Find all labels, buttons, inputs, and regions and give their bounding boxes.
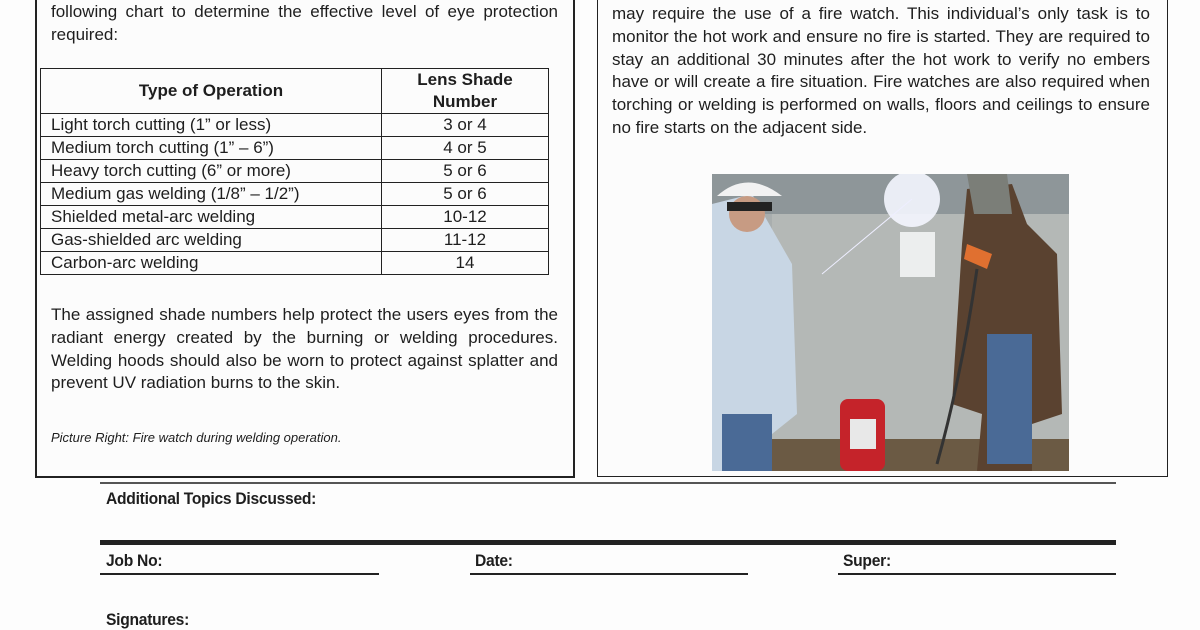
- shade-number-cell: 5 or 6: [382, 183, 549, 206]
- fire-watch-paragraph: may require the use of a fire watch. This individual’s only task is to monitor the hot work and ensure no fire is started. They are required to stay an additional 30 minutes after the hot work to verify no embers have or will create a fire situation. Fire watches are also required when torching or welding is performed on walls, floors and ceilings to ensure no fire starts on the adjacent side.: [612, 4, 1150, 137]
- operation-cell: Heavy torch cutting (6” or more): [41, 160, 382, 183]
- shade-number-cell: 10-12: [382, 206, 549, 229]
- additional-topics-label: Additional Topics Discussed:: [106, 489, 317, 508]
- photo-caption: Picture Right: Fire watch during welding operation.: [51, 430, 342, 445]
- table-row: [41, 183, 549, 206]
- job-no-line[interactable]: [100, 573, 379, 575]
- super-line[interactable]: [838, 573, 1116, 575]
- super-label: Super:: [843, 551, 891, 570]
- job-no-label: Job No:: [106, 551, 163, 570]
- table-row: [41, 114, 549, 137]
- table-row: [41, 252, 549, 275]
- shade-number-cell: 5 or 6: [382, 160, 549, 183]
- shade-number-cell: 3 or 4: [382, 114, 549, 137]
- operation-cell: Light torch cutting (1” or less): [41, 114, 382, 137]
- divider-top: [100, 482, 1116, 484]
- date-line[interactable]: [470, 573, 748, 575]
- date-label: Date:: [475, 551, 513, 570]
- table-row: [41, 160, 549, 183]
- shade-number-cell: 11-12: [382, 229, 549, 252]
- table-row: [41, 206, 549, 229]
- intro-paragraph: following chart to determine the effective level of eye protection required:: [51, 2, 558, 44]
- fire-watch-photo: [712, 174, 1069, 471]
- header-lens-shade-number: Lens Shade Number: [382, 69, 549, 114]
- table-row: [41, 137, 549, 160]
- operation-cell: Gas-shielded arc welding: [41, 229, 382, 252]
- shade-number-cell: 14: [382, 252, 549, 275]
- table-row: [41, 229, 549, 252]
- operation-cell: Carbon-arc welding: [41, 252, 382, 275]
- divider-thick: [100, 540, 1116, 545]
- operation-cell: Shielded metal-arc welding: [41, 206, 382, 229]
- lens-shade-table: [40, 68, 549, 275]
- operation-cell: Medium torch cutting (1” – 6”): [41, 137, 382, 160]
- signatures-label: Signatures:: [106, 610, 190, 629]
- shade-paragraph: The assigned shade numbers help protect the users eyes from the radiant energy created by the burning or welding procedures. Welding hoods should also be worn to protect against splatter and prevent UV radiation burns to the skin.: [51, 305, 558, 393]
- operation-cell: Medium gas welding (1/8” – 1/2”): [41, 183, 382, 206]
- shade-number-cell: 4 or 5: [382, 137, 549, 160]
- header-type-of-operation: Type of Operation: [41, 69, 382, 114]
